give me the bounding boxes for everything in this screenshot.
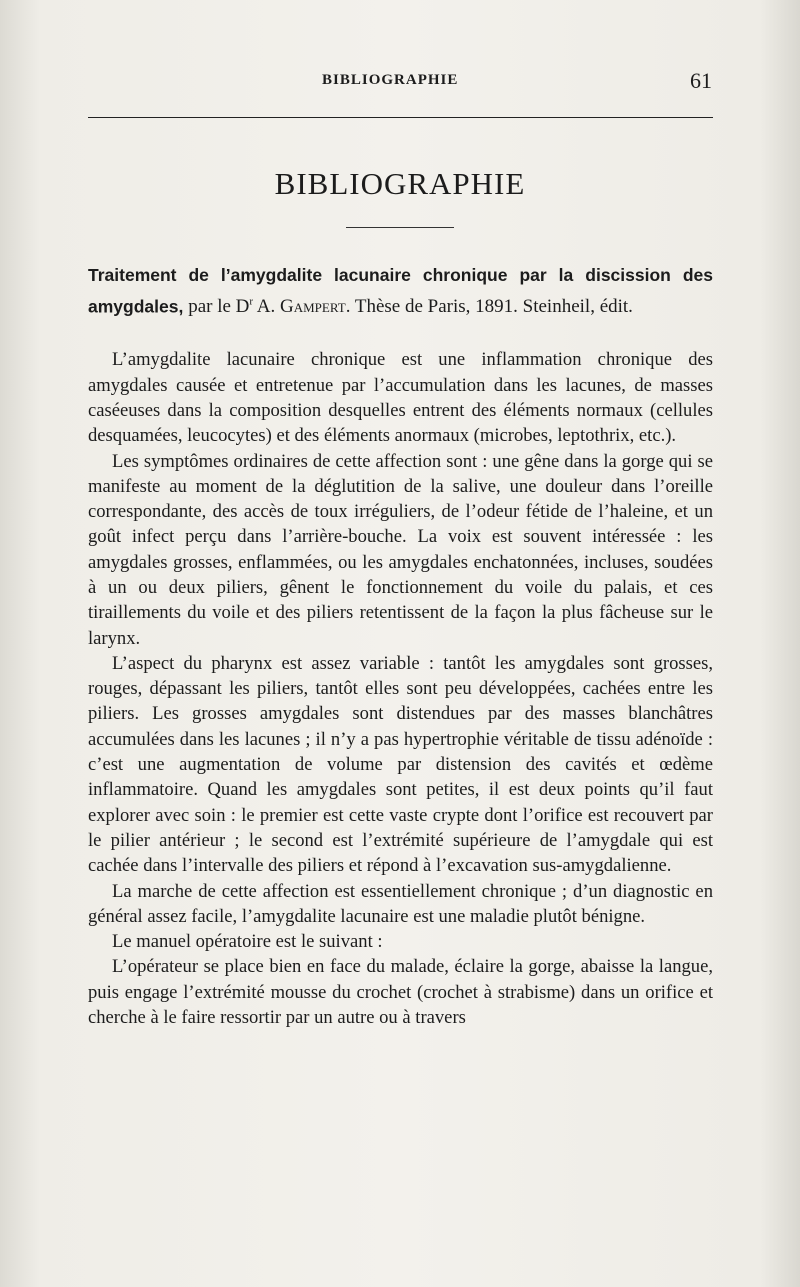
reference-title: Traitement de l’amygdalite lacunaire chronique par la discission des amygdales, [88,265,713,317]
running-title: BIBLIOGRAPHIE [322,72,459,88]
paragraph-course: La marche de cette affection est essentiellement chronique ; d’un diagnostic en général assez facile, l’amygdalite lacunaire est une maladie plutôt bénigne. [88,880,713,927]
paragraph-procedure: L’opérateur se place bien en face du malade, éclaire la gorge, abaisse la langue, puis engage l’extrémité mousse du crochet (crochet à strabisme) dans un orifice et cherche à le faire ressortir par un autre ou à travers [88,956,713,1029]
header-rule [88,117,713,118]
reference-by: par le $D^r$ A. Gampert. Thèse de Paris, 1891. Steinheil, édit. [188,296,633,318]
section-title: BIBLIOGRAPHIE [274,166,526,201]
reference-author-initial: A. [256,296,276,318]
paragraph-procedure-intro: Le manuel opératoire est le suivant : [112,931,383,953]
title-rule [346,227,454,228]
reference-author-name: Gampert [280,296,346,318]
reference-publication: . Thèse de Paris, 1891. Steinheil, édit. [345,296,633,318]
paragraph-pharynx-aspect: L’aspect du pharynx est assez variable : tantôt les amygdales sont grosses, rouges, dépassant les piliers, tantôt elles sont peu développées, cachées entre les piliers. Les grosses amygdales sont distendues par des masses blanchâtres accumulées dans les lacunes ; il n’y a pas hypertrophie véritable de tissu adénoïde : c’est une augmentation de volume par distension des cavités et œdème inflammatoire. Quand les amygdales sont petites, il est deux points qu’il faut explorer avec soin : le premier est cette vaste crypte dont l’orifice est recouvert par le pilier antérieur ; le second est l’extrémité supérieure de l’amygdale qui est cachée dans l’intervalle des piliers et répond à l’excavation sus-amygdalienne. [88,652,713,877]
reference-by-sup: r [249,296,254,308]
paragraph-symptoms: Les symptômes ordinaires de cette affection sont : une gêne dans la gorge qui se manifeste au moment de la déglutition de la salive, une douleur dans l’oreille correspondante, des accès de toux irréguliers, de l’odeur fétide de l’haleine, et un goût infect perçu dans l’arrière-bouche. La voix est souvent intéressée : les amygdales grosses, enflammées, ou les amygdales enchatonnées, incluses, soudées à un ou deux piliers, gênent le fonctionnement du voile du palais, et ces tiraillements du voile et des piliers retentissent de la façon la plus fâcheuse sur le larynx. [88,450,713,649]
paragraph-definition: L’amygdalite lacunaire chronique est une inflammation chronique des amygdales causée et entretenue par l’accumulation dans les lacunes, de masses caséeuses dans la composition desquelles entrent des éléments normaux (cellules desquamées, leucocytes) et des éléments anormaux (microbes, leptothrix, etc.). [88,349,713,447]
article-text [88,347,713,1030]
running-head [0,68,800,96]
bibliographic-reference [88,262,713,320]
page-body [88,262,713,1030]
page-number: 61 [690,68,712,93]
